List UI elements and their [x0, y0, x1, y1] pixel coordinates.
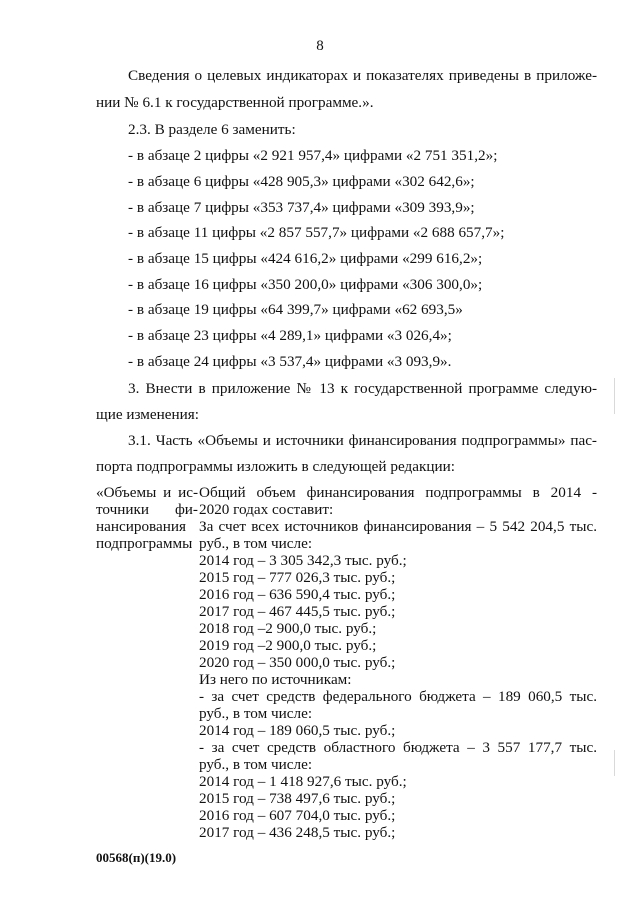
table-right-line: 2016 год – 607 704,0 тыс. руб.; [199, 807, 396, 824]
table-right-line: руб., в том числе: [199, 756, 313, 773]
table-left-line: «Объемы и ис- [96, 484, 198, 501]
list-item: - в абзаце 11 цифры «2 857 557,7» цифрами «2 688 657,7»; [128, 224, 505, 241]
table-right-line: руб., в том числе: [199, 535, 313, 552]
scan-artifact [614, 750, 615, 776]
table-left-line: нансирования [96, 518, 187, 535]
intro-line-1: Сведения о целевых индикаторах и показателях приведены в приложе- [128, 67, 597, 84]
table-right-line: 2014 год – 3 305 342,3 тыс. руб.; [199, 552, 407, 569]
table-right-line: руб., в том числе: [199, 705, 313, 722]
scan-artifact [614, 378, 615, 414]
table-left-line: подпрограммы [96, 535, 193, 552]
list-item: - в абзаце 19 цифры «64 399,7» цифрами «62 693,5» [128, 301, 463, 318]
list-item: - в абзаце 16 цифры «350 200,0» цифрами «306 300,0»; [128, 276, 483, 293]
section-3-1-line-2: порта подпрограммы изложить в следующей редакции: [96, 458, 455, 475]
list-item: - в абзаце 15 цифры «424 616,2» цифрами «299 616,2»; [128, 250, 483, 267]
table-right-line: - за счет средств областного бюджета – 3 557 177,7 тыс. [199, 739, 597, 756]
table-left-column [96, 484, 198, 552]
table-right-line: 2020 год – 350 000,0 тыс. руб.; [199, 654, 396, 671]
table-right-line: 2018 год –2 900,0 тыс. руб.; [199, 620, 377, 637]
table-right-line: 2015 год – 738 497,6 тыс. руб.; [199, 790, 396, 807]
table-right-line: 2016 год – 636 590,4 тыс. руб.; [199, 586, 396, 603]
section-2-3-heading: 2.3. В разделе 6 заменить: [128, 121, 296, 138]
table-right-line: 2014 год – 1 418 927,6 тыс. руб.; [199, 773, 407, 790]
table-right-line: 2020 годах составит: [199, 501, 334, 518]
list-item: - в абзаце 24 цифры «3 537,4» цифрами «3 093,9». [128, 353, 452, 370]
table-right-line: 2019 год –2 900,0 тыс. руб.; [199, 637, 377, 654]
table-right-column [199, 484, 597, 841]
section-3-line-1: 3. Внести в приложение № 13 к государственной программе следую- [128, 380, 597, 397]
list-item: - в абзаце 23 цифры «4 289,1» цифрами «3 026,4»; [128, 327, 452, 344]
page-number: 8 [316, 38, 324, 54]
footer-document-code: 00568(п)(19.0) [96, 850, 177, 865]
list-item: - в абзаце 6 цифры «428 905,3» цифрами «302 642,6»; [128, 173, 475, 190]
table-right-line: За счет всех источников финансирования – 5 542 204,5 тыс. [199, 518, 597, 535]
table-right-line: 2014 год – 189 060,5 тыс. руб.; [199, 722, 396, 739]
table-right-line: Из него по источникам: [199, 671, 352, 688]
table-left-line: точники фи- [96, 501, 198, 518]
table-right-line: 2017 год – 436 248,5 тыс. руб.; [199, 824, 396, 841]
list-item: - в абзаце 7 цифры «353 737,4» цифрами «309 393,9»; [128, 199, 475, 216]
section-3-1-line-1: 3.1. Часть «Объемы и источники финансирования подпрограммы» пас- [128, 432, 597, 449]
section-3-line-2: щие изменения: [96, 406, 199, 423]
table-right-line: 2015 год – 777 026,3 тыс. руб.; [199, 569, 396, 586]
table-right-line: Общий объем финансирования подпрограммы в 2014 - [199, 484, 597, 501]
table-right-line: - за счет средств федерального бюджета – 189 060,5 тыс. [199, 688, 597, 705]
intro-line-2: нии № 6.1 к государственной программе.». [96, 94, 374, 111]
list-item: - в абзаце 2 цифры «2 921 957,4» цифрами «2 751 351,2»; [128, 147, 498, 164]
table-right-line: 2017 год – 467 445,5 тыс. руб.; [199, 603, 396, 620]
